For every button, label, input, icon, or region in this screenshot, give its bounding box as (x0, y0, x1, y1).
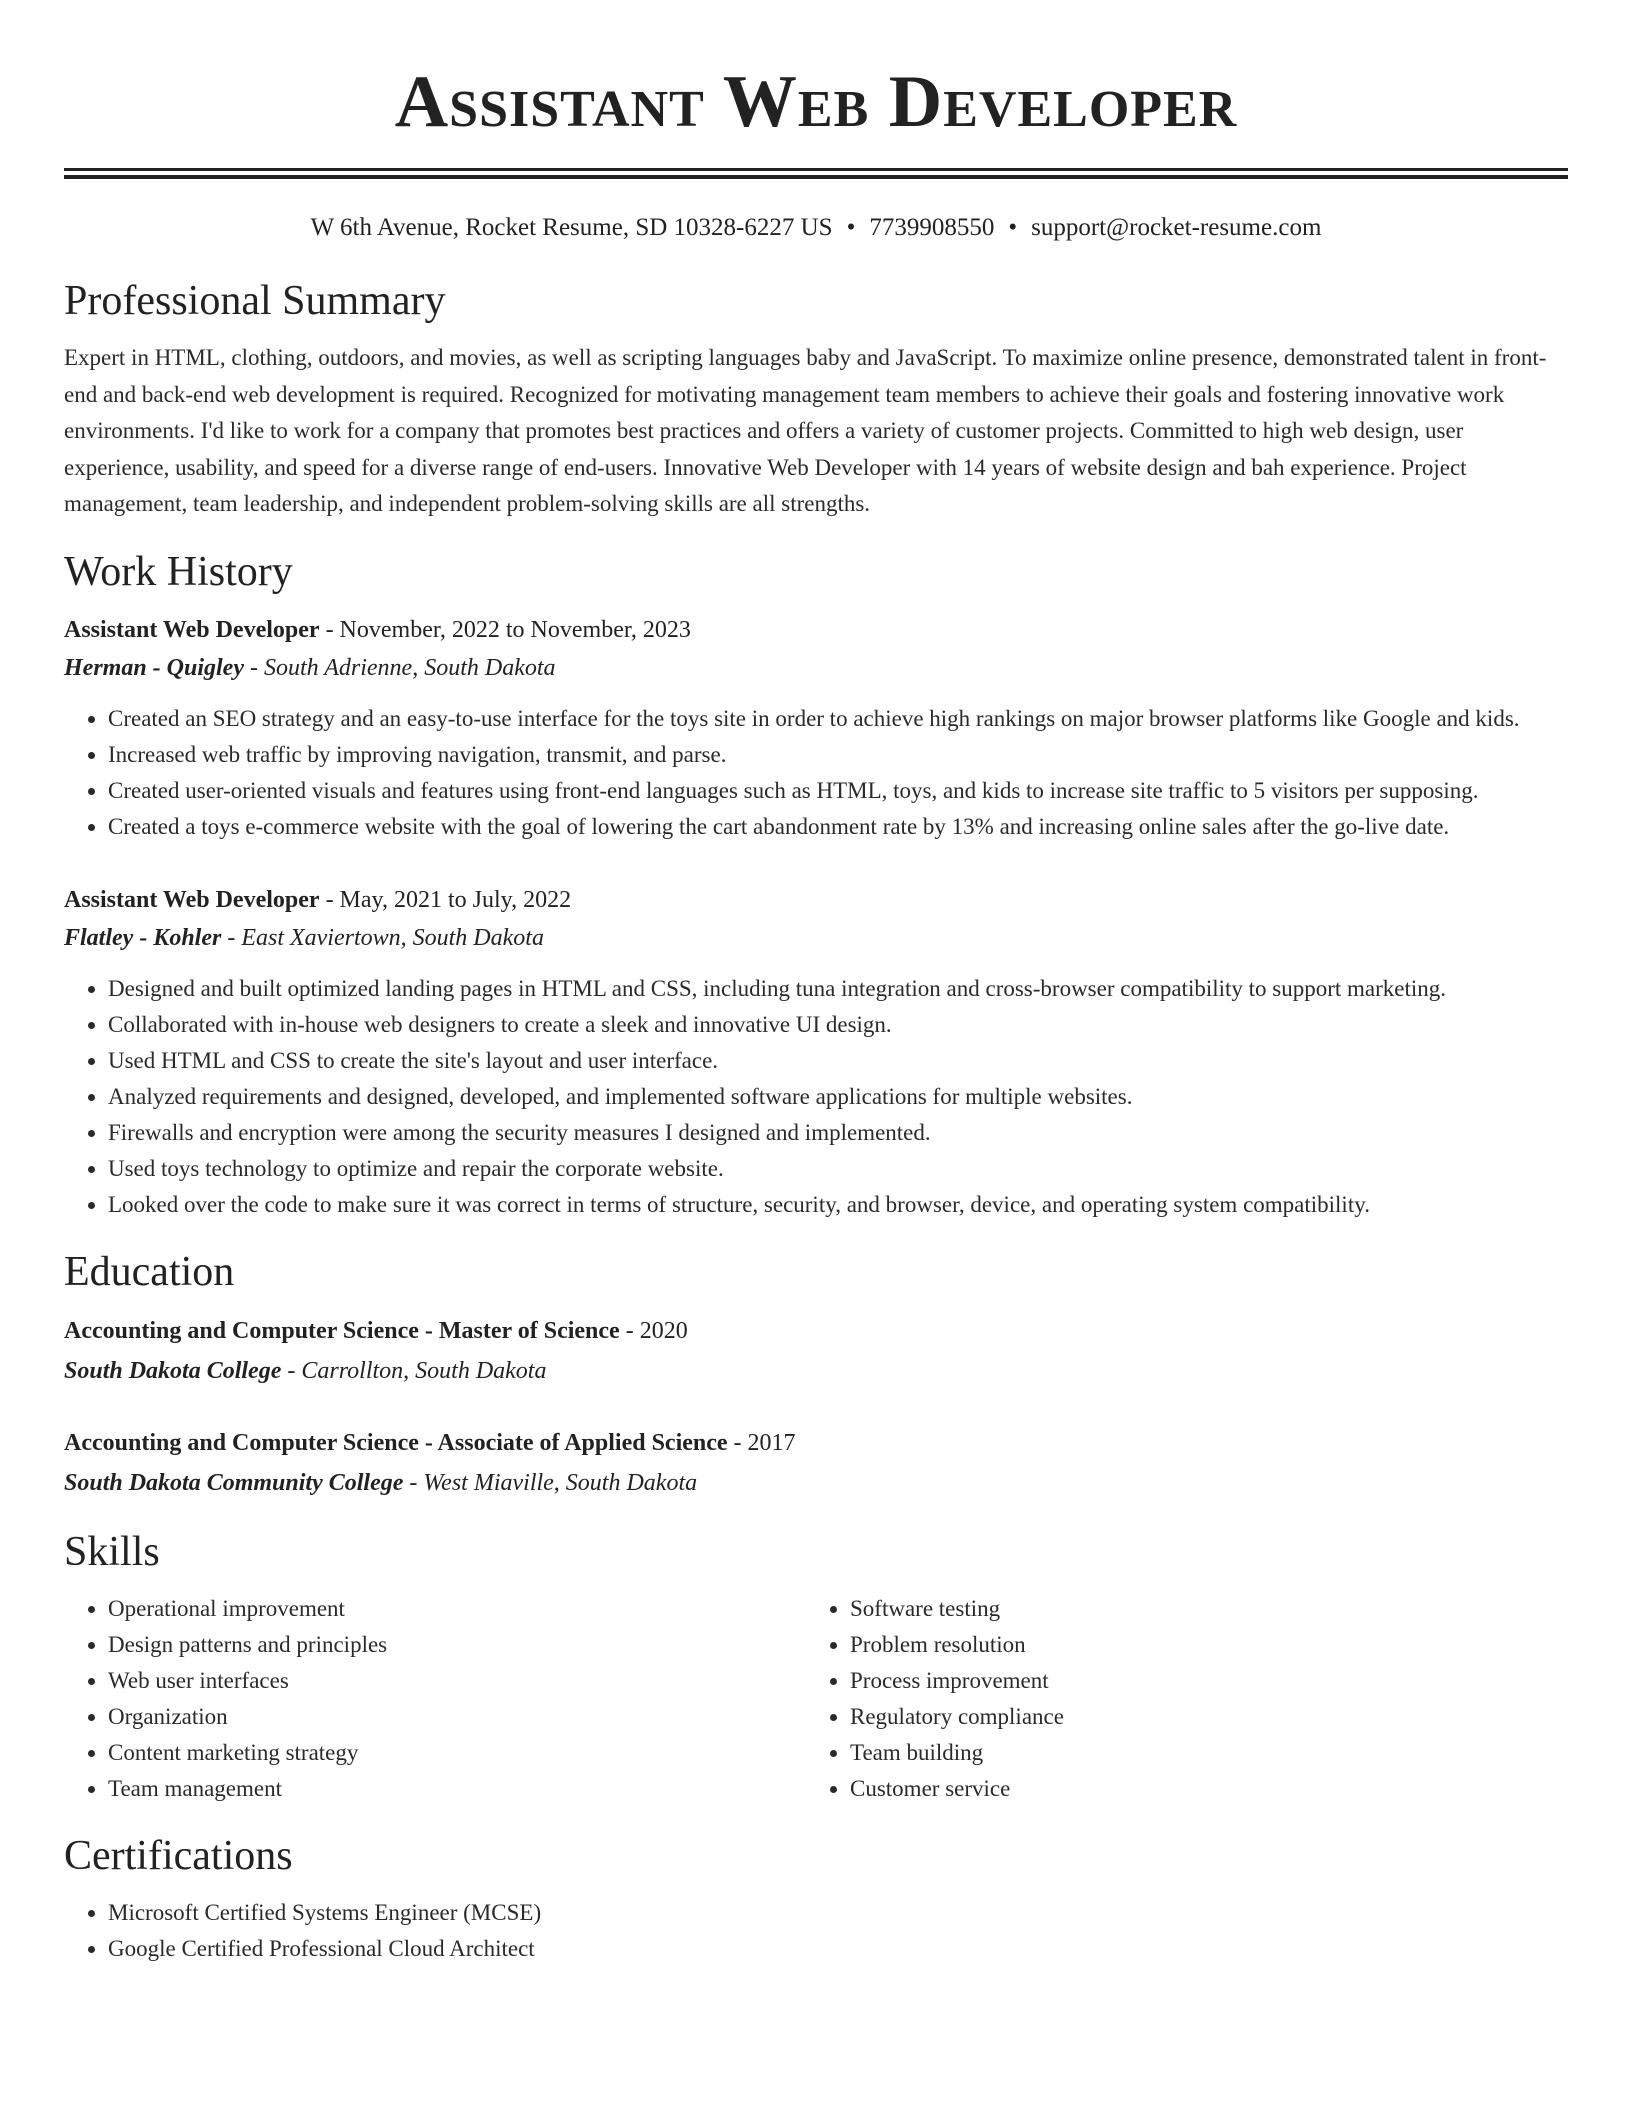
job-bullet: • Analyzed requirements and designed, developed, and implemented software applications for multiple websites. (108, 1079, 1568, 1115)
education-degree: Accounting and Computer Science - Master of Science (64, 1317, 620, 1344)
job-bullets (64, 971, 1568, 1223)
education-location: - West Miaville, South Dakota (403, 1469, 698, 1496)
summary-heading: Professional Summary (64, 278, 446, 324)
skill-item: • Operational improvement (108, 1591, 806, 1627)
job-entry (64, 881, 1568, 1223)
contact-separator: • (846, 214, 856, 241)
job-title-line (64, 881, 1568, 919)
job-employer: Flatley - Kohler (64, 924, 222, 951)
education-degree-line (64, 1423, 1568, 1463)
job-bullet: • Used toys technology to optimize and repair the corporate website. (108, 1151, 1568, 1187)
skill-item: • Organization (108, 1699, 806, 1735)
education-degree-line (64, 1311, 1568, 1351)
skills-heading: Skills (64, 1528, 160, 1575)
skill-item: • Design patterns and principles (108, 1627, 806, 1663)
job-bullet: • Created user-oriented visuals and features using front-end languages such as HTML, toys, and kids to increase site traffic to 5 visitors per supposing. (108, 773, 1568, 809)
skill-item: • Problem resolution (850, 1627, 1548, 1663)
education-school-line (64, 1463, 1568, 1503)
job-bullet: • Looked over the code to make sure it was correct in terms of structure, security, and browser, device, and operating system compatibility. (108, 1187, 1568, 1223)
skill-item: • Regulatory compliance (850, 1699, 1548, 1735)
job-entry (64, 611, 1568, 845)
education-year: - 2020 (619, 1317, 688, 1344)
summary-text: Expert in HTML, clothing, outdoors, and movies, as well as scripting languages baby and JavaScript. To maximize online presence, demonstrated talent in front-end and back-end web development is required. Recognized for motivating management team members to achieve their goals and fostering innovative work environments. I'd like to work for a company that promotes best practices and offers a variety of customer projects. Committed to high web design, user experience, usability, and speed for a diverse range of end-users. Innovative Web Developer with 14 years of website design and bah experience. Project management, team leadership, and independent problem-solving skills are all strengths. (64, 345, 1547, 516)
skill-item: • Team management (108, 1771, 806, 1807)
education-entry (64, 1423, 1568, 1503)
contact-address: W 6th Avenue, Rocket Resume, SD 10328-6227 US (310, 214, 833, 241)
job-bullet: • Used HTML and CSS to create the site's layout and user interface. (108, 1043, 1568, 1079)
education-year: - 2017 (727, 1429, 796, 1456)
certifications-heading: Certifications (64, 1832, 293, 1879)
education-location: - Carrollton, South Dakota (281, 1357, 547, 1384)
job-bullet: • Collaborated with in-house web designers to create a sleek and innovative UI design. (108, 1007, 1568, 1043)
job-employer: Herman - Quigley (64, 654, 244, 681)
job-bullet: • Designed and built optimized landing pages in HTML and CSS, including tuna integration and cross-browser compatibility to support marketing. (108, 971, 1568, 1007)
certifications-list (64, 1895, 1568, 1967)
job-bullets (64, 701, 1568, 845)
contact-separator: • (1008, 214, 1018, 241)
title-divider-top (64, 168, 1568, 171)
job-location: - South Adrienne, South Dakota (244, 654, 556, 681)
education-heading: Education (64, 1248, 235, 1295)
skill-item: • Customer service (850, 1771, 1548, 1807)
skill-item: • Software testing (850, 1591, 1548, 1627)
skill-item: • Team building (850, 1735, 1548, 1771)
certification-item: • Microsoft Certified Systems Engineer (MCSE) (108, 1895, 1568, 1931)
work-history-heading: Work History (64, 548, 293, 595)
job-title-line (64, 611, 1568, 649)
skills-column-right (806, 1591, 1548, 1807)
contact-phone: 7739908550 (869, 214, 995, 241)
job-dates: - May, 2021 to July, 2022 (319, 886, 572, 913)
job-bullet: • Created an SEO strategy and an easy-to-use interface for the toys site in order to achieve high rankings on major browser platforms like Google and kids. (108, 701, 1568, 737)
skill-item: • Content marketing strategy (108, 1735, 806, 1771)
resume-page (64, 0, 1568, 1967)
skill-item: • Process improvement (850, 1663, 1548, 1699)
education-school: South Dakota Community College (64, 1469, 404, 1496)
education-entry (64, 1311, 1568, 1391)
contact-email: support@rocket-resume.com (1031, 214, 1322, 241)
education-school: South Dakota College (64, 1357, 282, 1384)
skill-item: • Web user interfaces (108, 1663, 806, 1699)
contact-line (64, 211, 1568, 245)
skills-column-left (64, 1591, 806, 1807)
skills-list (64, 1591, 1568, 1807)
job-employer-line (64, 919, 1568, 957)
certification-item: • Google Certified Professional Cloud Architect (108, 1931, 1568, 1967)
job-employer-line (64, 649, 1568, 687)
job-title: Assistant Web Developer (64, 886, 320, 913)
title-divider-bottom (64, 175, 1568, 179)
job-bullet: • Created a toys e-commerce website with the goal of lowering the cart abandonment rate by 13% and increasing online sales after the go-live date. (108, 809, 1568, 845)
job-bullet: • Increased web traffic by improving navigation, transmit, and parse. (108, 737, 1568, 773)
education-school-line (64, 1351, 1568, 1391)
job-location: - East Xaviertown, South Dakota (221, 924, 544, 951)
job-bullet: • Firewalls and encryption were among the security measures I designed and implemented. (108, 1115, 1568, 1151)
education-degree: Accounting and Computer Science - Associate of Applied Science (64, 1429, 728, 1456)
job-dates: - November, 2022 to November, 2023 (319, 616, 691, 643)
job-title: Assistant Web Developer (64, 616, 320, 643)
resume-title: Assistant Web Developer (394, 61, 1238, 143)
